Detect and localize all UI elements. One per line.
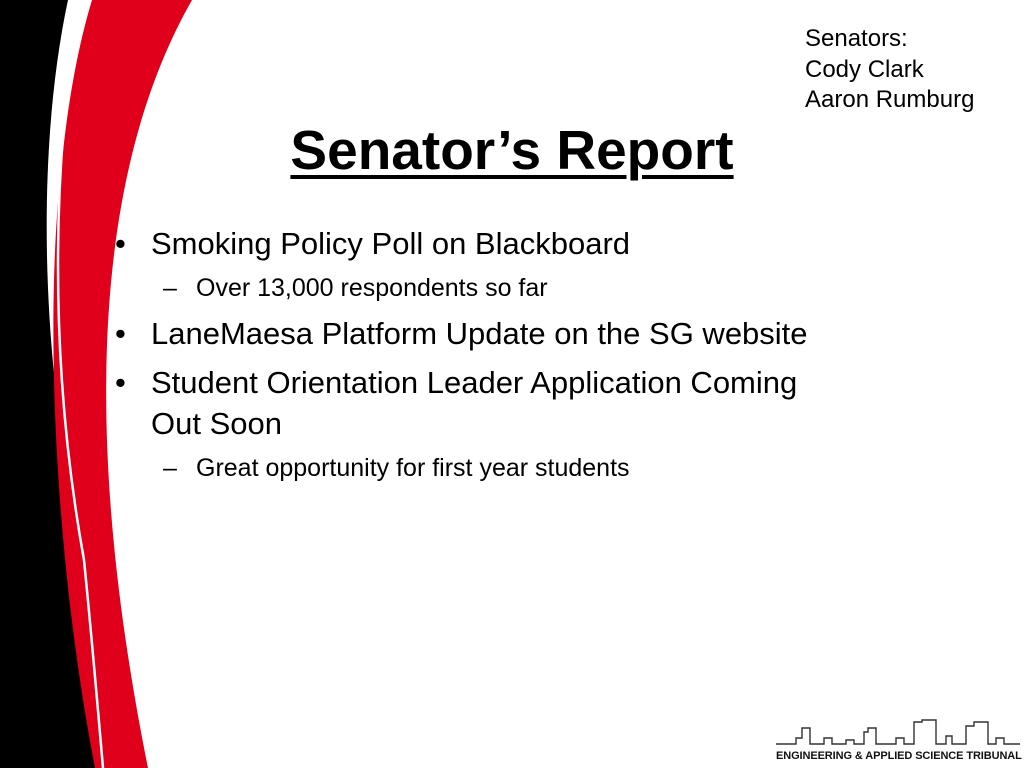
bullet-item <box>115 223 631 264</box>
bullet-text: Student Orientation Leader Application Coming <box>151 365 798 400</box>
logo-caption: ENGINEERING & APPLIED SCIENCE TRIBUNAL <box>776 750 1022 762</box>
bullet-marker: • <box>115 365 126 400</box>
bullet-continuation <box>151 403 282 444</box>
senators-heading: Senators: <box>805 25 908 52</box>
bullet-marker: • <box>115 316 126 351</box>
sub-bullet-item <box>163 273 548 303</box>
bullet-text: Out Soon <box>151 406 282 441</box>
bullet-item <box>115 362 798 403</box>
skyline-icon <box>776 716 1020 750</box>
dash-marker: – <box>163 274 177 302</box>
tribunal-logo <box>776 716 1020 766</box>
senator-name: Aaron Rumburg <box>805 86 975 113</box>
sub-bullet-text: Over 13,000 respondents so far <box>196 274 548 302</box>
bullet-text: Smoking Policy Poll on Blackboard <box>151 226 631 261</box>
sub-bullet-text: Great opportunity for first year students <box>196 454 630 482</box>
bullet-text: LaneMaesa Platform Update on the SG website <box>151 316 808 351</box>
slide-title: Senator’s Report <box>290 119 734 181</box>
senator-name: Cody Clark <box>805 55 924 83</box>
bullet-item <box>115 313 808 354</box>
sub-bullet-item <box>163 453 630 483</box>
dash-marker: – <box>163 454 177 482</box>
bullet-marker: • <box>115 226 126 261</box>
